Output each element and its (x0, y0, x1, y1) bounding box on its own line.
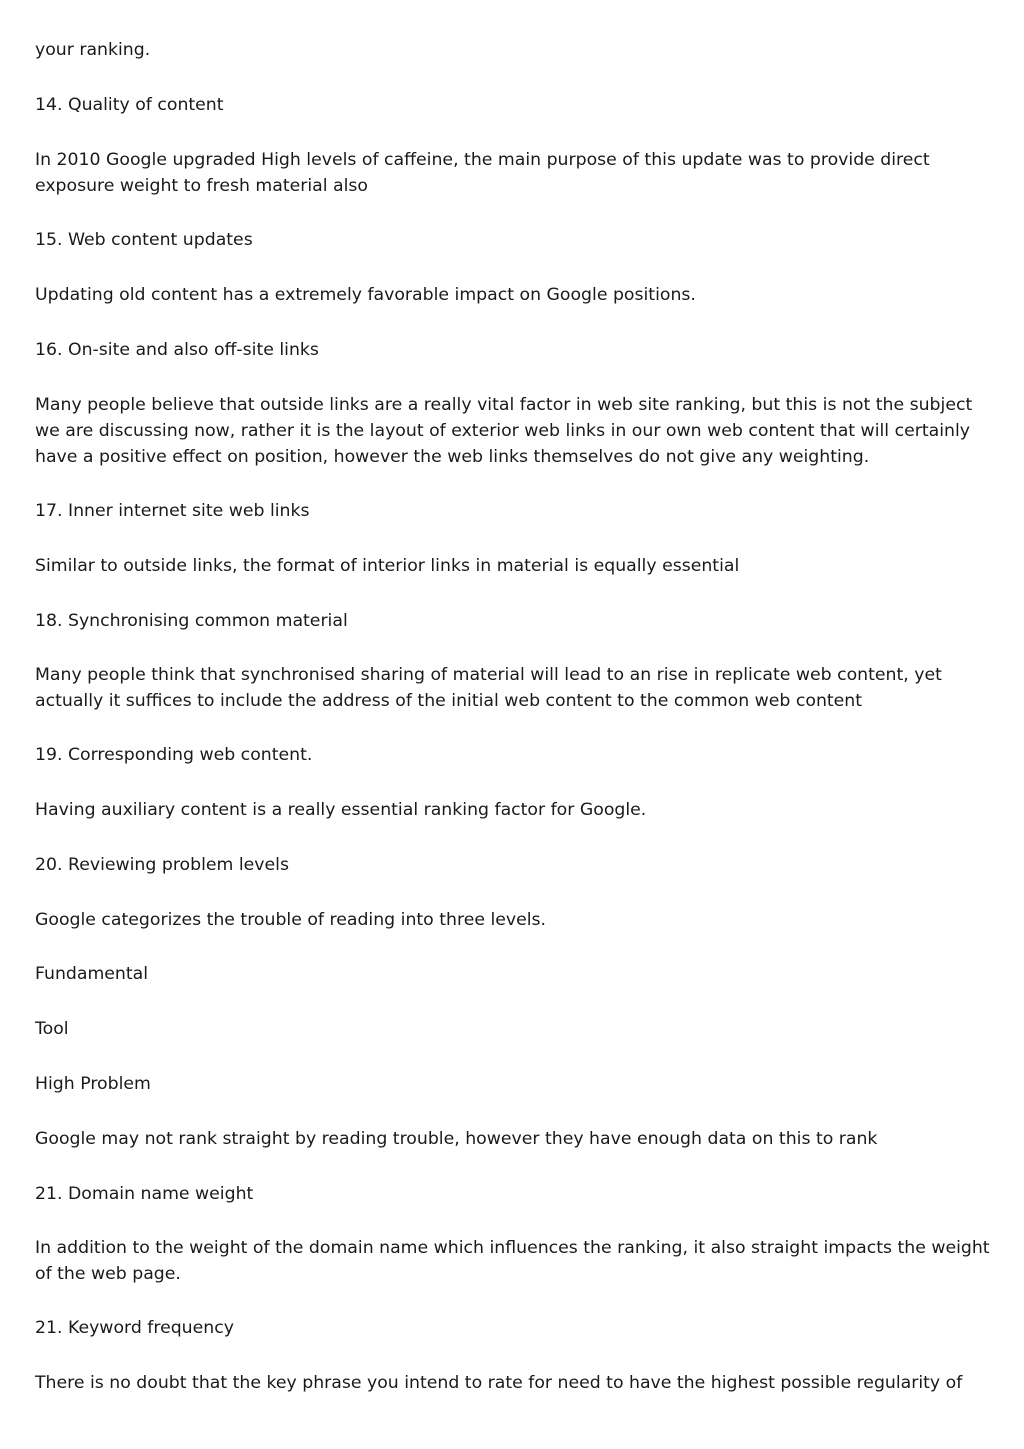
text-paragraph: Updating old content has a extremely favorable impact on Google positions. (35, 285, 696, 305)
section-heading: 19. Corresponding web content. (35, 745, 313, 765)
list-item: High Problem (35, 1074, 151, 1094)
section-heading: 16. On-site and also off-site links (35, 340, 319, 360)
text-paragraph: In addition to the weight of the domain name which influences the ranking, it also straight impacts the weight of the web page. (35, 1238, 990, 1284)
text-paragraph: your ranking. (35, 40, 151, 60)
section-heading: 21. Keyword frequency (35, 1318, 234, 1338)
text-paragraph: Google may not rank straight by reading trouble, however they have enough data on this to rank (35, 1129, 878, 1149)
section-heading: 20. Reviewing problem levels (35, 855, 289, 875)
section-heading: 18. Synchronising common material (35, 611, 348, 631)
text-paragraph: There is no doubt that the key phrase you intend to rate for need to have the highest possible regularity of (35, 1373, 963, 1393)
text-paragraph: Similar to outside links, the format of interior links in material is equally essential (35, 556, 740, 576)
section-heading: 15. Web content updates (35, 230, 253, 250)
text-paragraph: In 2010 Google upgraded High levels of caffeine, the main purpose of this update was to provide direct exposure weight to fresh material also (35, 150, 930, 196)
text-paragraph: Having auxiliary content is a really essential ranking factor for Google. (35, 800, 647, 820)
text-paragraph: Google categorizes the trouble of reading into three levels. (35, 910, 547, 930)
list-item: Fundamental (35, 964, 149, 984)
section-heading: 21. Domain name weight (35, 1184, 254, 1204)
text-paragraph: Many people believe that outside links are a really vital factor in web site ranking, but this is not the subject we are discussing now, rather it is the layout of exterior web links in our own web content that will certainly have a positive effect on position, however the web links themselves do not give any weighting. (35, 395, 973, 467)
list-item: Tool (35, 1019, 69, 1039)
section-heading: 17. Inner internet site web links (35, 501, 310, 521)
section-heading: 14. Quality of content (35, 95, 224, 115)
text-paragraph: Many people think that synchronised sharing of material will lead to an rise in replicate web content, yet actually it suffices to include the address of the initial web content to the common web content (35, 665, 942, 711)
